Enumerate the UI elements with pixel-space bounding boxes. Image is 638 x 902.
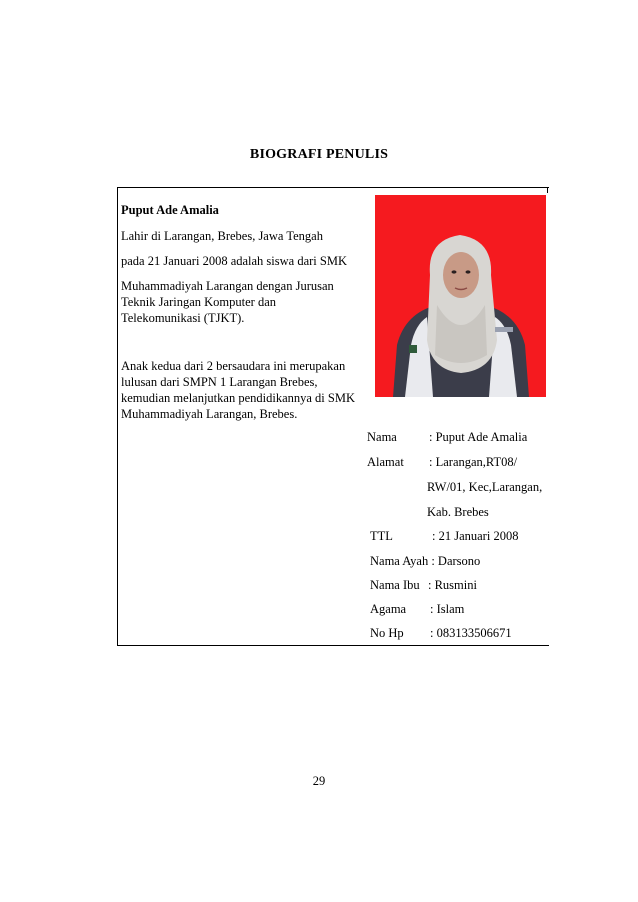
info-value: : 21 Januari 2008 (432, 529, 519, 543)
info-ayah: Nama Ayah : Darsono (370, 554, 481, 568)
bio-line: Anak kedua dari 2 bersaudara ini merupakan (121, 359, 346, 373)
info-value: : 083133506671 (430, 626, 512, 640)
bio-line: Muhammadiyah Larangan, Brebes. (121, 407, 298, 421)
box-border-tick (547, 187, 548, 193)
bio-line: kemudian melanjutkan pendidikannya di SMK (121, 391, 355, 405)
portrait-illustration (375, 195, 546, 397)
info-value: : Puput Ade Amalia (429, 430, 528, 444)
info-value: : Larangan,RT08/ (429, 455, 518, 469)
info-label: No Hp (370, 626, 404, 640)
info-label: Nama Ibu (370, 578, 420, 592)
info-label: Nama (367, 430, 397, 444)
info-label: Alamat (367, 455, 404, 469)
bio-line: pada 21 Januari 2008 adalah siswa dari SMK (121, 254, 347, 268)
bio-line: Telekomunikasi (TJKT). (121, 311, 245, 325)
bio-line: Muhammadiyah Larangan dengan Jurusan (121, 279, 334, 293)
info-alamat-cont: Kab. Brebes (427, 505, 489, 519)
info-label: TTL (370, 529, 393, 543)
page-title: BIOGRAFI PENULIS (249, 147, 389, 162)
bio-line: Teknik Jaringan Komputer dan (121, 295, 276, 309)
author-photo (375, 195, 546, 397)
info-alamat-cont: RW/01, Kec,Larangan, (427, 480, 543, 494)
bio-line: lulusan dari SMPN 1 Larangan Brebes, (121, 375, 318, 389)
bio-line: Lahir di Larangan, Brebes, Jawa Tengah (121, 229, 323, 243)
info-value: : Islam (430, 602, 465, 616)
author-name: Puput Ade Amalia (121, 203, 219, 217)
info-value: : Rusmini (428, 578, 477, 592)
info-label: Agama (370, 602, 407, 616)
page-number: 29 (312, 774, 326, 788)
